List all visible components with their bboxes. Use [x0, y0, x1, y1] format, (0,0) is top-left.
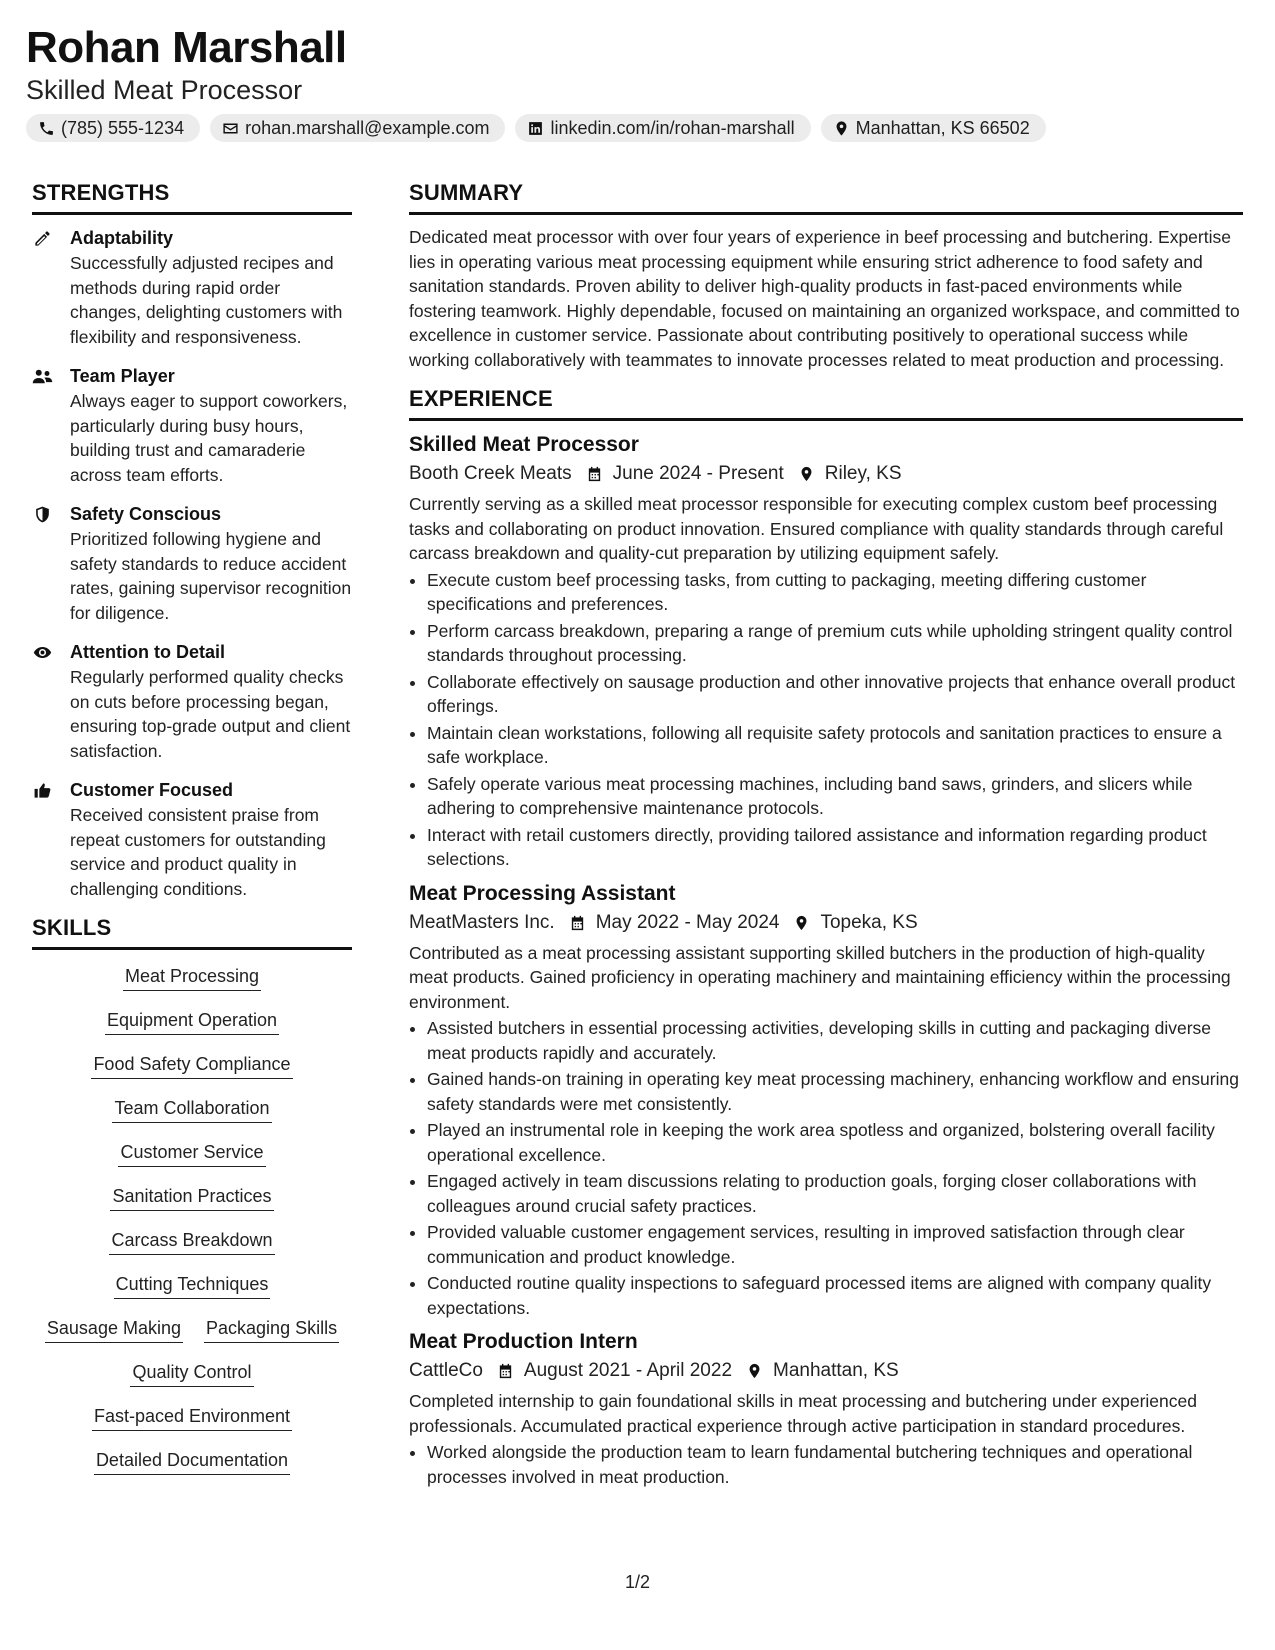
job-meta	[409, 459, 1243, 489]
job-location: Manhattan, KS	[773, 1360, 899, 1381]
bullet-item: • Provided valuable customer engagement services, resulting in improved satisfaction through clear communication and product knowledge.	[427, 1220, 1243, 1269]
map-pin-icon	[833, 120, 850, 137]
contact-phone[interactable]	[26, 114, 200, 142]
strength-title: Attention to Detail	[70, 642, 225, 662]
job-meta	[409, 1356, 1243, 1386]
skill-tag: Detailed Documentation	[94, 1448, 290, 1475]
pencil-icon	[32, 229, 53, 248]
contact-email[interactable]	[210, 114, 505, 142]
job-company: Booth Creek Meats	[409, 463, 572, 484]
job-location: Riley, KS	[824, 463, 902, 484]
contact-location-text: Manhattan, KS 66502	[855, 118, 1030, 138]
skill-tag: Sausage Making	[45, 1316, 183, 1343]
skill-tag: Quality Control	[130, 1360, 253, 1387]
strengths-heading: STRENGTHS	[32, 180, 352, 215]
map-pin-icon	[746, 1362, 763, 1380]
job-entry	[409, 431, 1243, 872]
job-entry	[409, 1328, 1243, 1489]
job-title: Meat Production Intern	[409, 1330, 638, 1353]
contact-linkedin[interactable]	[515, 114, 810, 142]
skill-tag: Team Collaboration	[112, 1096, 271, 1123]
eye-icon	[32, 643, 53, 662]
job-description: Currently serving as a skilled meat processor responsible for executing complex custom beef processing tasks and collaborating on product innovation. Ensured compliance with quality standards through careful carcass breakdown and quality-cut preparation by utilizing equipment safely.	[409, 494, 1224, 563]
skill-tag: Equipment Operation	[105, 1008, 279, 1035]
left-column	[32, 180, 352, 1492]
bullet-item: • Worked alongside the production team to learn fundamental butchering techniques and operational processes involved in meat production.	[427, 1440, 1243, 1489]
skills-heading: SKILLS	[32, 915, 352, 950]
strength-title: Adaptability	[70, 228, 174, 248]
thumbs-up-icon	[32, 781, 53, 800]
bullet-item: • Collaborate effectively on sausage production and other innovative projects that enhance overall product offerings.	[427, 670, 1243, 719]
strength-title: Safety Conscious	[70, 504, 222, 524]
strength-desc: Prioritized following hygiene and safety standards to reduce accident rates, gaining supervisor recognition for diligence.	[70, 529, 352, 623]
summary-heading: SUMMARY	[409, 180, 1243, 215]
bullet-item: • Perform carcass breakdown, preparing a range of premium cuts while upholding stringent quality control standards throughout processing.	[427, 619, 1243, 668]
linkedin-icon	[527, 120, 544, 137]
bullet-item: • Gained hands-on training in operating key meat processing machinery, enhancing workflow and ensuring safety standards were met consistently.	[427, 1067, 1243, 1116]
skill-tag: Meat Processing	[123, 964, 261, 991]
job-dates: August 2021 - April 2022	[523, 1360, 733, 1381]
job-title: Skilled Meat Processor	[409, 433, 639, 456]
bullet-item: • Played an instrumental role in keeping the work area spotless and organized, bolstering overall facility operational excellence.	[427, 1118, 1243, 1167]
strength-item	[32, 363, 352, 487]
phone-icon	[38, 120, 55, 137]
skill-tag: Carcass Breakdown	[109, 1228, 274, 1255]
bullet-item: • Assisted butchers in essential processing activities, developing skills in cutting and packaging diverse meat products rapidly and accurately.	[427, 1016, 1243, 1065]
skill-tag: Customer Service	[118, 1140, 265, 1167]
page-number: 1/2	[624, 1572, 651, 1592]
strength-item	[32, 777, 352, 901]
strength-desc: Received consistent praise from repeat customers for outstanding service and product quality in challenging conditions.	[70, 805, 326, 899]
skill-tag: Sanitation Practices	[110, 1184, 273, 1211]
strength-desc: Regularly performed quality checks on cuts before processing began, ensuring top-grade output and client satisfaction.	[70, 667, 351, 761]
experience-heading: EXPERIENCE	[409, 386, 1243, 421]
map-pin-icon	[798, 465, 815, 483]
calendar-icon	[497, 1362, 514, 1380]
candidate-name: Rohan Marshall	[26, 23, 347, 72]
right-column	[409, 180, 1243, 1497]
map-pin-icon	[793, 914, 810, 932]
bullet-item: • Execute custom beef processing tasks, from cutting to packaging, meeting differing customer specifications and preferences.	[427, 568, 1243, 617]
job-company: MeatMasters Inc.	[409, 911, 555, 933]
job-title: Meat Processing Assistant	[409, 881, 676, 905]
contact-location[interactable]	[821, 114, 1046, 142]
strength-item	[32, 501, 352, 625]
job-bullets	[409, 1016, 1243, 1320]
candidate-title: Skilled Meat Processor	[26, 75, 303, 105]
bullet-item: • Maintain clean workstations, following all requisite safety protocols and sanitation practices to ensure a safe workplace.	[427, 721, 1243, 770]
bullet-item: • Safely operate various meat processing machines, including band saws, grinders, and slicers while adhering to comprehensive maintenance protocols.	[427, 772, 1243, 821]
job-company: CattleCo	[409, 1360, 483, 1381]
job-description: Completed internship to gain foundational skills in meat processing and butchering under experienced professionals. Accumulated practical experience through active participation in standard procedures.	[409, 1391, 1197, 1436]
contact-bar	[26, 114, 1249, 142]
contact-email-text: rohan.marshall@example.com	[245, 118, 490, 138]
bullet-item: • Engaged actively in team discussions relating to production goals, forging closer collaborations with colleagues around crucial safety practices.	[427, 1169, 1243, 1218]
strength-title: Customer Focused	[70, 780, 234, 800]
strength-item	[32, 225, 352, 349]
skill-tag: Food Safety Compliance	[91, 1052, 292, 1079]
contact-phone-text: (785) 555-1234	[61, 118, 185, 138]
bullet-item: • Conducted routine quality inspections to safeguard processed items are aligned with company quality expectations.	[427, 1271, 1243, 1320]
strength-desc: Always eager to support coworkers, particularly during busy hours, building trust and camaraderie across team efforts.	[70, 391, 348, 485]
summary-text: Dedicated meat processor with over four years of experience in beef processing and butchering. Expertise lies in operating various meat processing equipment while ensuring strict adherence to food safety and sanitation standards. Proven ability to deliver high-quality products in fast-paced environments while fostering teamwork. Highly dependable, focused on maintaining an organized workspace, and committed to excellence in customer service. Passionate about contributing positively to operational success while working collaboratively with teammates to innovate processes related to meat production and processing.	[409, 227, 1240, 370]
skill-tag: Fast-paced Environment	[92, 1404, 292, 1431]
job-dates: June 2024 - Present	[612, 463, 784, 484]
job-bullets	[409, 568, 1243, 872]
job-entry	[409, 880, 1243, 1321]
contact-linkedin-text: linkedin.com/in/rohan-marshall	[550, 118, 795, 138]
calendar-icon	[586, 465, 603, 483]
shield-icon	[32, 505, 53, 524]
job-meta	[409, 908, 1243, 938]
skills-list	[32, 964, 352, 1492]
skill-tag: Cutting Techniques	[114, 1272, 271, 1299]
users-icon	[32, 367, 53, 386]
strength-item	[32, 639, 352, 763]
strength-desc: Successfully adjusted recipes and methods during rapid order changes, delighting customers with flexibility and responsiveness.	[70, 253, 343, 347]
job-location: Topeka, KS	[820, 911, 918, 933]
calendar-icon	[569, 914, 586, 932]
resume-header	[26, 22, 1249, 142]
strength-title: Team Player	[70, 366, 175, 386]
skill-tag: Packaging Skills	[204, 1316, 339, 1343]
envelope-icon	[222, 120, 239, 137]
bullet-item: • Interact with retail customers directly, providing tailored assistance and information regarding product selections.	[427, 823, 1243, 872]
job-dates: May 2022 - May 2024	[595, 911, 780, 933]
job-bullets	[409, 1440, 1243, 1489]
job-description: Contributed as a meat processing assistant supporting skilled butchers in the production of high-quality meat products. Gained proficiency in operating machinery and maintaining efficiency within the processing environment.	[409, 942, 1231, 1012]
